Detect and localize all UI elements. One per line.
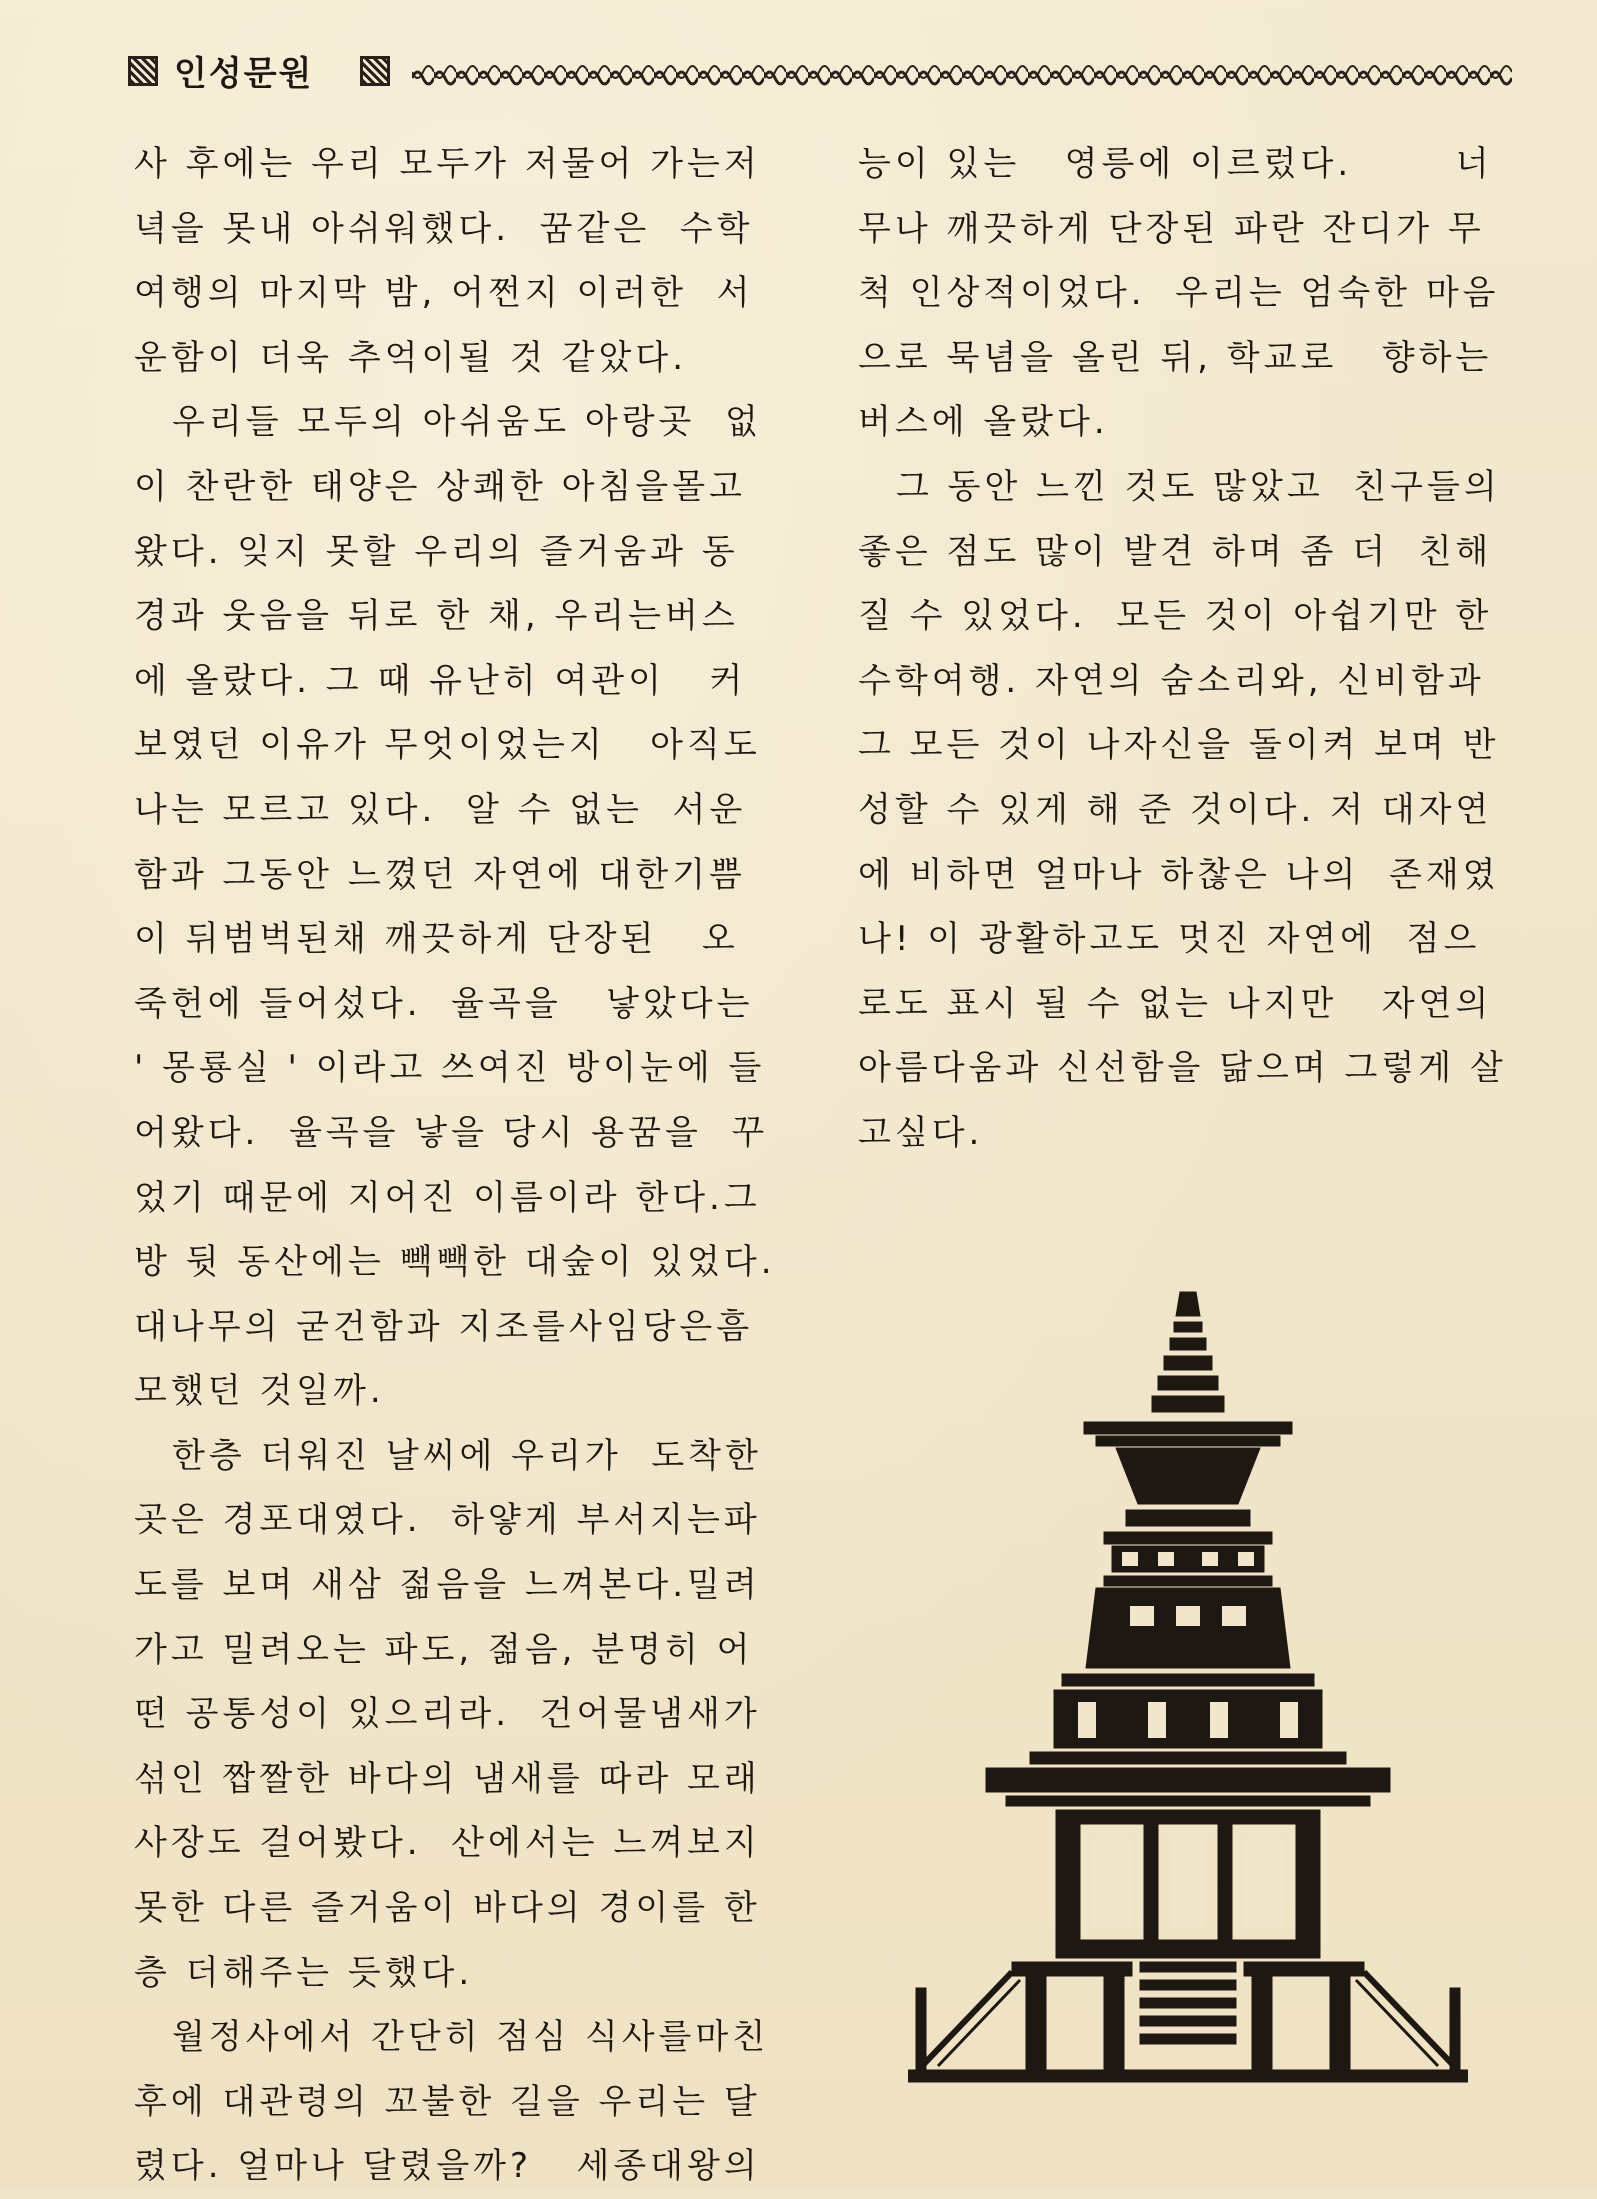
- section-title: 인성문원: [174, 54, 314, 94]
- right-text-column: [858, 132, 1538, 1166]
- text-line: 버스에 올랐다.: [858, 402, 1109, 443]
- text-line: 가고 밀려오는 파도, 젊음, 분명히 어: [134, 1629, 754, 1670]
- text-line: 후에 대관령의 꼬불한 길을 우리는 달: [134, 2081, 761, 2122]
- text-line: 이 뒤범벅된채 깨끗하게 단장된 오: [134, 919, 739, 960]
- text-line: 성할 수 있게 해 준 것이다. 저 대자연: [858, 789, 1493, 830]
- text-line: 죽헌에 들어섰다. 율곡을 낳았다는: [134, 983, 754, 1024]
- text-line: 좋은 점도 많이 발견 하며 좀 더 친해: [858, 531, 1493, 572]
- pagoda-illustration-icon: [908, 1276, 1468, 2096]
- text-line: 능이 있는 영릉에 이르렀다. 너: [858, 144, 1493, 184]
- text-line: 으로 묵념을 올린 뒤, 학교로 향하는: [858, 337, 1493, 378]
- text-line: 녁을 못내 아쉬워했다. 꿈같은 수학: [134, 208, 754, 249]
- text-line: 에 올랐다. 그 때 유난히 여관이 커: [134, 660, 747, 701]
- text-line: 여행의 마지막 밤, 어쩐지 이러한 서: [134, 273, 754, 314]
- text-line: 아름다움과 신선함을 닮으며 그렇게 살: [858, 1048, 1507, 1089]
- text-line: 도를 보며 새삼 젊음을 느껴본다.밀려: [134, 1565, 761, 1606]
- text-line: 사 후에는 우리 모두가 저물어 가는저: [134, 144, 761, 184]
- text-line: 어왔다. 율곡을 낳을 당시 용꿈을 꾸: [134, 1112, 769, 1153]
- text-line: 한층 더워진 날씨에 우리가 도착한: [172, 1435, 762, 1476]
- text-line: 곳은 경포대였다. 하얗게 부서지는파: [134, 1500, 761, 1541]
- text-line: 경과 웃음을 뒤로 한 채, 우리는버스: [134, 596, 739, 637]
- text-line: 고싶다.: [858, 1112, 984, 1153]
- text-line: 떤 공통성이 있으리라. 건어물냄새가: [134, 1694, 761, 1735]
- text-line: 우리들 모두의 아쉬움도 아랑곳 없: [172, 402, 762, 443]
- text-line: 왔다. 잊지 못할 우리의 즐거움과 동: [134, 531, 739, 572]
- text-line: 렸다. 얼마나 달렸을까? 세종대왕의: [134, 2146, 761, 2187]
- text-line: 섞인 짭짤한 바다의 냄새를 따라 모래: [134, 1758, 761, 1799]
- page-header: [128, 42, 1518, 102]
- text-line: 층 더해주는 듯했다.: [134, 1952, 474, 1993]
- text-line: 못한 다른 즐거움이 바다의 경이를 한: [134, 1888, 761, 1929]
- text-line: 수학여행. 자연의 숨소리와, 신비함과: [858, 660, 1485, 701]
- text-line: 함과 그동안 느꼈던 자연에 대한기쁨: [134, 854, 746, 895]
- hatched-square-icon: [360, 56, 390, 86]
- text-line: 보였던 이유가 무엇이었는지 아직도: [134, 725, 761, 766]
- text-line: 사장도 걸어봤다. 산에서는 느껴보지: [134, 1823, 761, 1864]
- text-line: 이 찬란한 태양은 상쾌한 아침을몰고: [134, 466, 746, 507]
- text-line: 었기 때문에 지어진 이름이라 한다.그: [134, 1177, 761, 1218]
- decorative-border-rule: [412, 56, 1512, 92]
- text-line: 로도 표시 될 수 없는 나지만 자연의: [858, 983, 1493, 1024]
- text-line: 모했던 것일까.: [134, 1371, 385, 1412]
- text-line: 운함이 더욱 추억이될 것 같았다.: [134, 337, 688, 378]
- text-line: 그 모든 것이 나자신을 돌이켜 보며 반: [858, 725, 1500, 766]
- text-line: 에 비하면 얼마나 하찮은 나의 존재였: [858, 854, 1500, 895]
- text-line: 대나무의 굳건함과 지조를사임당은흠: [134, 1306, 754, 1347]
- hatched-square-icon: [128, 56, 158, 86]
- text-line: ' 몽룡실 ' 이라고 쓰여진 방이눈에 들: [134, 1048, 766, 1089]
- text-line: 월정사에서 간단히 점심 식사를마친: [172, 2017, 770, 2058]
- text-line: 나는 모르고 있다. 알 수 없는 서운: [134, 789, 747, 830]
- text-line: 방 뒷 동산에는 빽빽한 대숲이 있었다.: [134, 1242, 776, 1283]
- text-line: 그 동안 느낀 것도 많았고 친구들의: [896, 466, 1501, 507]
- left-text-column: [134, 132, 814, 2199]
- text-line: 척 인상적이었다. 우리는 엄숙한 마음: [858, 273, 1500, 314]
- text-line: 질 수 있었다. 모든 것이 아쉽기만 한: [858, 596, 1493, 637]
- text-line: 무나 깨끗하게 단장된 파란 잔디가 무: [858, 208, 1485, 249]
- text-line: 나! 이 광활하고도 멋진 자연에 점으: [858, 919, 1481, 960]
